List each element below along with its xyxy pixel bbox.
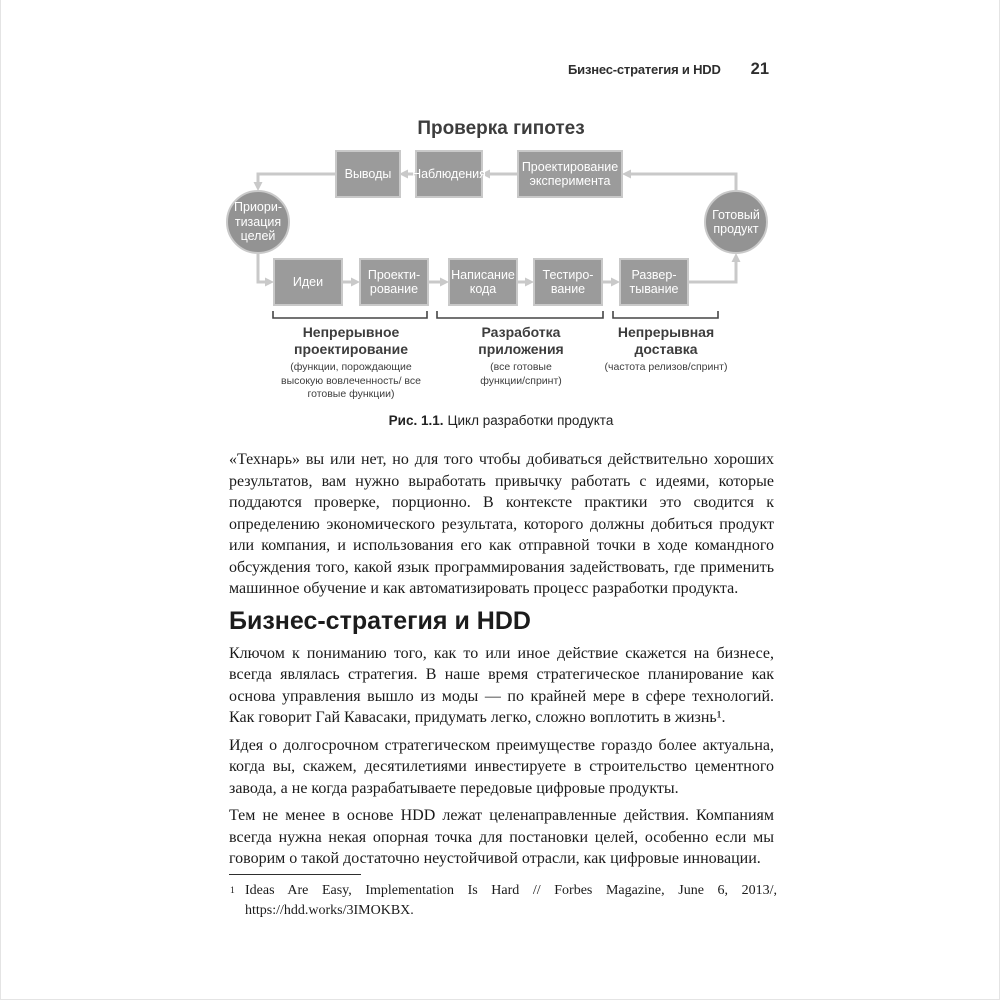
paragraph-2: Ключом к пониманию того, как то или иное действие скажется на бизнесе, всегда являлась стратегия. В наше время стратегическое планирование как основа управления вышло из моды — по крайней мере в сфере технологий. Как говорит Гай Кавасаки, придумать легко, сложно воплотить в жизнь¹. (229, 644, 774, 726)
section-heading: Бизнес-стратегия и HDD (229, 606, 531, 635)
node-finished-product: Готовый продукт (704, 190, 768, 254)
node-coding: Написание кода (448, 258, 518, 306)
group-bracket-continuous-design (273, 311, 427, 318)
figure-title: Проверка гипотез (417, 118, 585, 139)
arrow-conclusions-to-prioritization (258, 174, 335, 184)
group-label-continuous-design (261, 324, 441, 402)
node-ideas: Идеи (273, 258, 343, 306)
footnote-marker: 1 (230, 886, 235, 896)
node-design: Проекти-рование (359, 258, 429, 306)
footnote (229, 874, 777, 920)
running-title: Бизнес-стратегия и HDD (568, 62, 721, 77)
group-label: Разработка приложения (478, 324, 564, 357)
node-experiment-design: Проектирование эксперимента (517, 150, 623, 198)
figure-caption (221, 413, 781, 428)
footnote-text: Ideas Are Easy, Implementation Is Hard // Forbes Magazine, June 6, 2013/, https://hdd.works/3IMOKBX. (245, 883, 777, 918)
arrow-product-to-experiment-design (629, 174, 736, 190)
paragraph-1: «Технарь» вы или нет, но для того чтобы добиваться действительно хороших результатов, вам нужно выработать привычку работать с идеями, которые поддаются проверке, порционно. В контексте практики это сводится к определению экономического результата, которого должны добиться продукт или компания, и использования его как отправной точки в ходе командного обсуждения того, какой язык программирования задействовать, где применить машинное обучение и как автоматизировать процесс разработки продукта. (229, 451, 774, 597)
group-bracket-continuous-delivery (613, 311, 718, 318)
figure-product-cycle (221, 112, 781, 412)
group-sublabel: (все готовые функции/спринт) (480, 361, 562, 387)
footnote-rule (229, 874, 361, 875)
figure-caption-number: Рис. 1.1. (388, 413, 444, 428)
page-header (568, 60, 769, 79)
group-label: Непрерывная доставка (617, 324, 715, 357)
node-conclusions: Выводы (335, 150, 401, 198)
paragraph-4: Тем не менее в основе HDD лежат целенаправленные действия. Компаниям всегда нужна некая опорная точка для постановки целей, особенно если мы говорим о такой достаточно неустойчивой отрасли, как цифровые инновации. (229, 807, 774, 867)
group-label-continuous-delivery (576, 324, 756, 375)
page-number: 21 (750, 60, 769, 78)
group-sublabel: (функции, порождающие высокую вовлеченность/ все готовые функции) (280, 361, 421, 400)
group-sublabel: (частота релизов/спринт) (604, 361, 728, 373)
paragraph-3: Идея о долгосрочном стратегическом преимуществе гораздо более актуальна, когда вы, скажем, десятилетиями инвестируете в строительство цементного завода, а не когда разрабатываете передовые цифровые продукты. (229, 736, 774, 797)
figure-caption-text: Цикл разработки продукта (447, 413, 614, 428)
footnote-text-block (229, 881, 777, 920)
group-bracket-app-development (437, 311, 603, 318)
node-deployment: Развер-тывание (619, 258, 689, 306)
arrow-prioritization-to-ideas (258, 254, 267, 282)
group-label: Непрерывное проектирование (294, 324, 408, 357)
node-goal-prioritization: Приори-тизация целей (226, 190, 290, 254)
node-testing: Тестиро-вание (533, 258, 603, 306)
arrow-deployment-to-product (689, 260, 736, 282)
node-observations: Наблюдения (415, 150, 483, 198)
article-body (229, 449, 774, 870)
